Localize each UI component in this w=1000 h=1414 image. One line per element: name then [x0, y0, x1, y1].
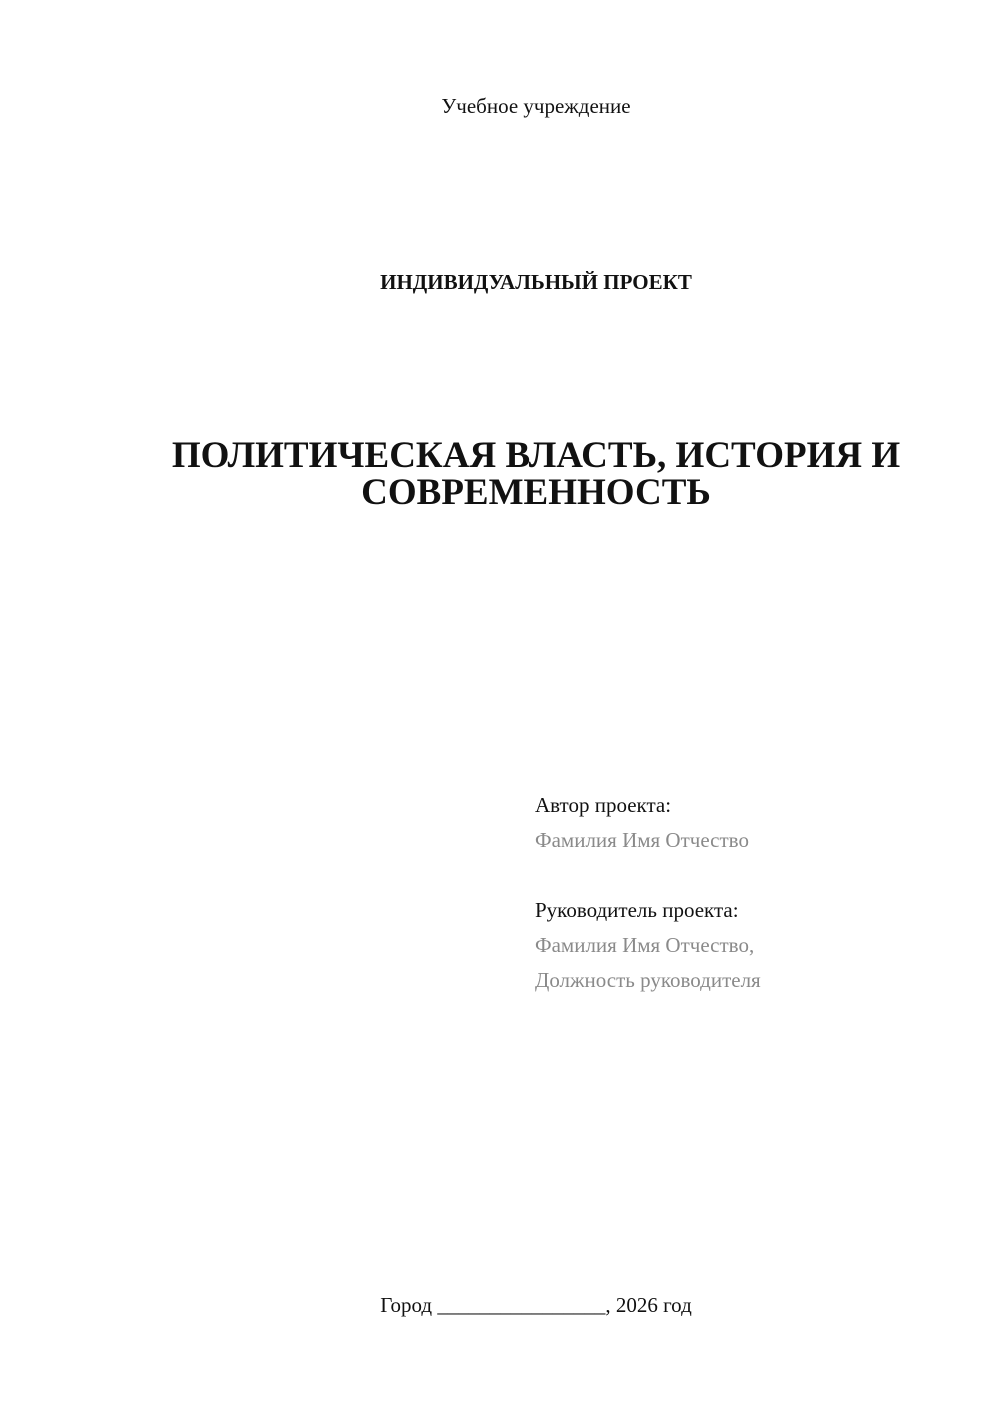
document-type: ИНДИВИДУАЛЬНЫЙ ПРОЕКТ [380, 270, 692, 294]
author-label: Автор проекта: [535, 793, 672, 817]
supervisor-label: Руководитель проекта: [535, 898, 739, 922]
credits-spacer [535, 858, 975, 893]
author-name: Фамилия Имя Отчество [535, 828, 749, 852]
project-title-line-1: ПОЛИТИЧЕСКАЯ ВЛАСТЬ, ИСТОРИЯ И [171, 435, 901, 476]
city-year-line: Город ________________, 2026 год [380, 1293, 692, 1317]
supervisor-position: Должность руководителя [535, 968, 761, 992]
project-credits [535, 788, 975, 998]
project-title-line-2: СОВРЕМЕННОСТЬ [361, 472, 711, 513]
institution-name: Учебное учреждение [441, 94, 631, 118]
project-title [110, 437, 962, 511]
supervisor-name: Фамилия Имя Отчество, [535, 933, 755, 957]
